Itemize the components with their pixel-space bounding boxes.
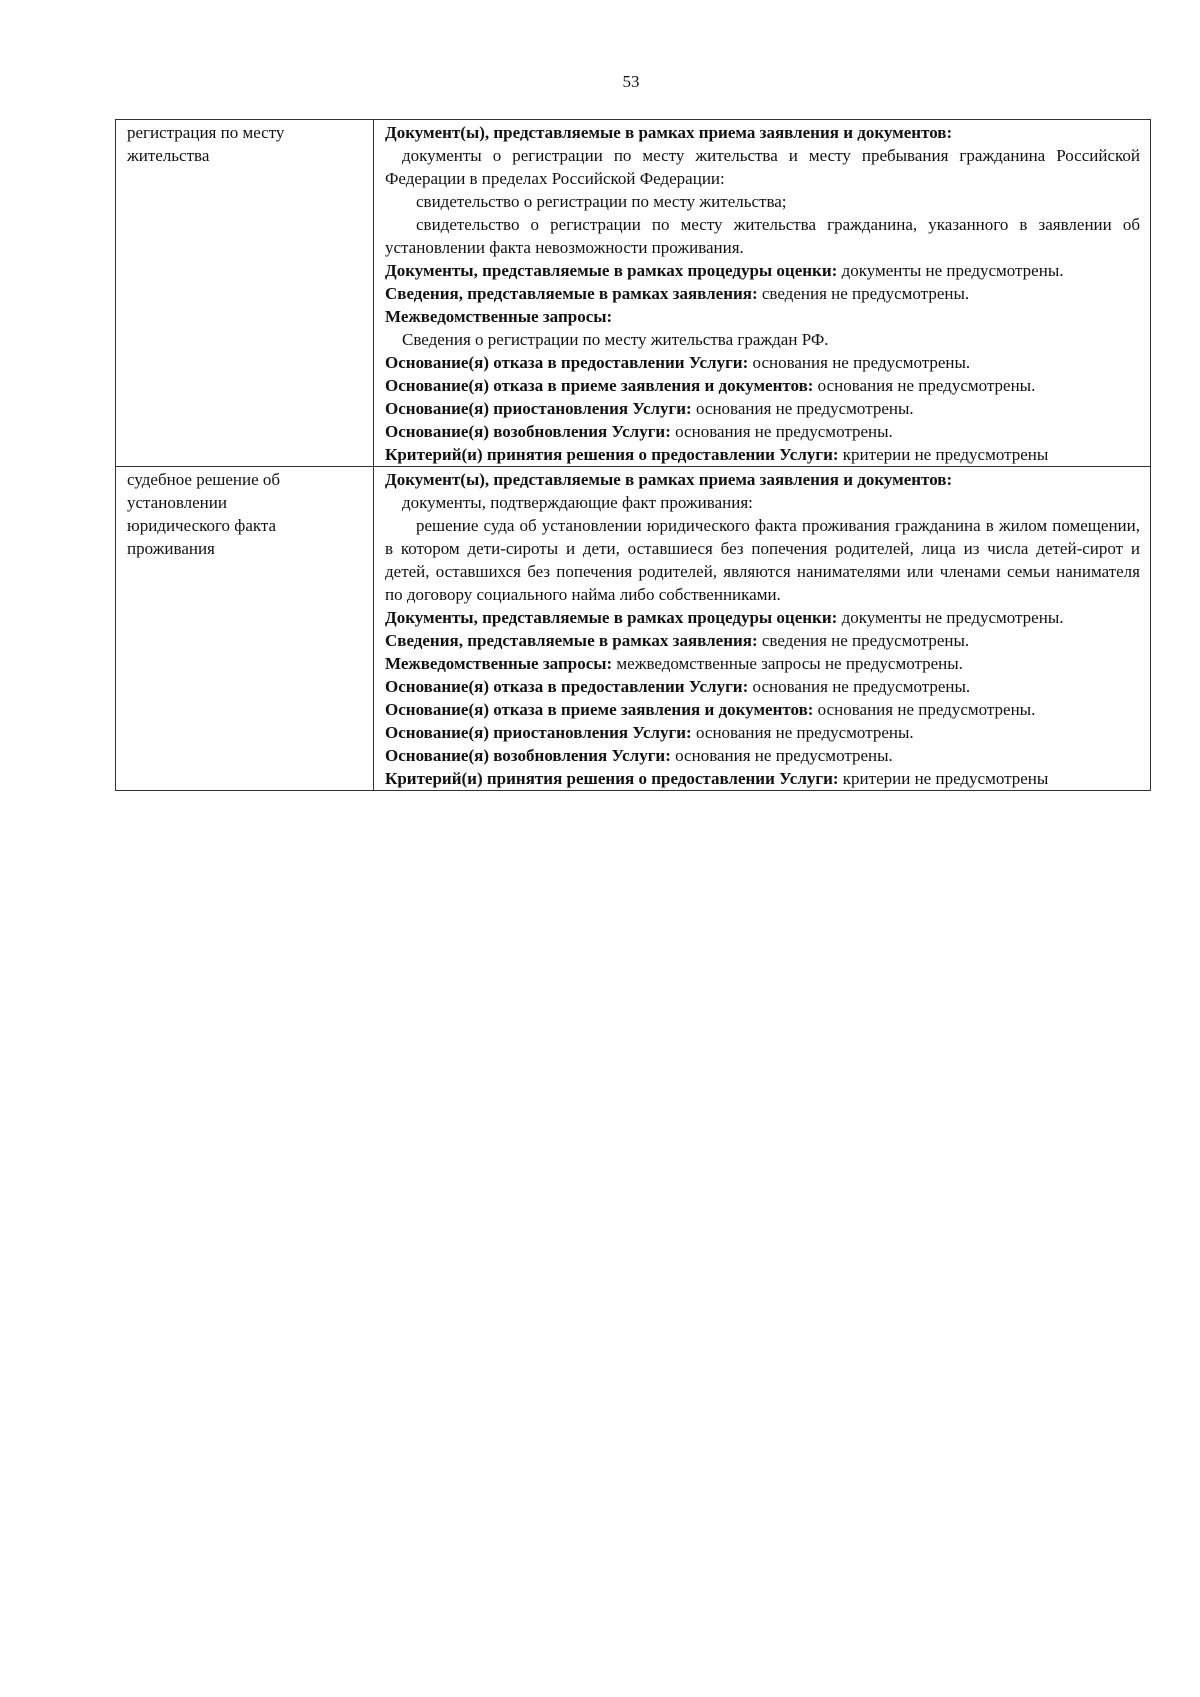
row-details-cell: [374, 120, 1151, 467]
refusal-service-value: основания не предусмотрены.: [748, 677, 971, 696]
docs-header: Документ(ы), представляемые в рамках приема заявления и документов:: [385, 470, 953, 489]
eval-docs-label: Документы, представляемые в рамках процедуры оценки:: [385, 608, 838, 627]
table-row: [116, 467, 1151, 791]
table-row: [116, 120, 1151, 467]
row-basis-cell: [116, 467, 374, 791]
suspension-label: Основание(я) приостановления Услуги:: [385, 723, 692, 742]
interagency-value: межведомственные запросы не предусмотрены.: [612, 654, 963, 673]
resumption-paragraph: [385, 420, 1140, 443]
criteria-label: Критерий(и) принятия решения о предоставлении Услуги:: [385, 769, 839, 788]
refusal-service-paragraph: [385, 351, 1140, 374]
suspension-paragraph: [385, 397, 1140, 420]
resumption-label: Основание(я) возобновления Услуги:: [385, 746, 671, 765]
docs-item: свидетельство о регистрации по месту жительства;: [416, 192, 787, 211]
row-basis-line: проживания: [127, 539, 215, 558]
info-paragraph: [385, 282, 1140, 305]
page-number: 53: [622, 72, 640, 91]
criteria-value: критерии не предусмотрены: [838, 769, 1049, 788]
refusal-receipt-paragraph: [385, 698, 1140, 721]
suspension-paragraph: [385, 721, 1140, 744]
criteria-value: критерии не предусмотрены: [838, 445, 1049, 464]
info-label: Сведения, представляемые в рамках заявления:: [385, 284, 758, 303]
info-paragraph: [385, 629, 1140, 652]
interagency-label: Межведомственные запросы:: [385, 307, 613, 326]
eval-docs-value: документы не предусмотрены.: [837, 608, 1064, 627]
refusal-receipt-value: основания не предусмотрены.: [813, 700, 1036, 719]
suspension-value: основания не предусмотрены.: [691, 723, 914, 742]
refusal-service-label: Основание(я) отказа в предоставлении Услуги:: [385, 353, 749, 372]
refusal-receipt-label: Основание(я) отказа в приеме заявления и документов:: [385, 376, 814, 395]
refusal-service-paragraph: [385, 675, 1140, 698]
criteria-paragraph: [385, 767, 1140, 790]
interagency-label: Межведомственные запросы:: [385, 654, 613, 673]
row-basis-line: юридического факта: [127, 516, 277, 535]
eval-docs-label: Документы, представляемые в рамках процедуры оценки:: [385, 261, 838, 280]
row-details-cell: [374, 467, 1151, 791]
info-value: сведения не предусмотрены.: [757, 631, 970, 650]
eval-docs-value: документы не предусмотрены.: [837, 261, 1064, 280]
refusal-receipt-paragraph: [385, 374, 1140, 397]
resumption-paragraph: [385, 744, 1140, 767]
row-basis-line: регистрация по месту: [127, 123, 285, 142]
row-basis-cell: [116, 120, 374, 467]
interagency-item: Сведения о регистрации по месту жительства граждан РФ.: [402, 330, 829, 349]
info-value: сведения не предусмотрены.: [757, 284, 970, 303]
service-conditions-table: [115, 119, 1151, 791]
refusal-service-value: основания не предусмотрены.: [748, 353, 971, 372]
row-basis-line: судебное решение об: [127, 470, 281, 489]
resumption-label: Основание(я) возобновления Услуги:: [385, 422, 671, 441]
refusal-receipt-value: основания не предусмотрены.: [813, 376, 1036, 395]
criteria-paragraph: [385, 443, 1140, 466]
docs-item: свидетельство о регистрации по месту жительства гражданина, указанного в заявлении об установлении факта невозможности проживания.: [385, 215, 1140, 257]
eval-docs-paragraph: [385, 606, 1140, 629]
docs-header: Документ(ы), представляемые в рамках приема заявления и документов:: [385, 123, 953, 142]
suspension-label: Основание(я) приостановления Услуги:: [385, 399, 692, 418]
refusal-receipt-label: Основание(я) отказа в приеме заявления и документов:: [385, 700, 814, 719]
resumption-value: основания не предусмотрены.: [670, 422, 893, 441]
eval-docs-paragraph: [385, 259, 1140, 282]
interagency-paragraph: [385, 652, 1140, 675]
suspension-value: основания не предусмотрены.: [691, 399, 914, 418]
info-label: Сведения, представляемые в рамках заявления:: [385, 631, 758, 650]
row-basis-line: установлении: [127, 493, 227, 512]
row-basis-line: жительства: [127, 146, 210, 165]
docs-group: документы о регистрации по месту жительства и месту пребывания гражданина Российской Федерации в пределах Российской Федерации:: [385, 146, 1140, 188]
docs-item: решение суда об установлении юридического факта проживания гражданина в жилом помещении, в котором дети-сироты и дети, оставшиеся без попечения родителей, лица из числа детей-сирот и детей, оставшихся без попечения родителей, являются нанимателями или членами семьи нанимателя по договору социального найма либо собственниками.: [385, 516, 1140, 604]
docs-group: документы, подтверждающие факт проживания:: [402, 493, 753, 512]
criteria-label: Критерий(и) принятия решения о предоставлении Услуги:: [385, 445, 839, 464]
refusal-service-label: Основание(я) отказа в предоставлении Услуги:: [385, 677, 749, 696]
resumption-value: основания не предусмотрены.: [670, 746, 893, 765]
